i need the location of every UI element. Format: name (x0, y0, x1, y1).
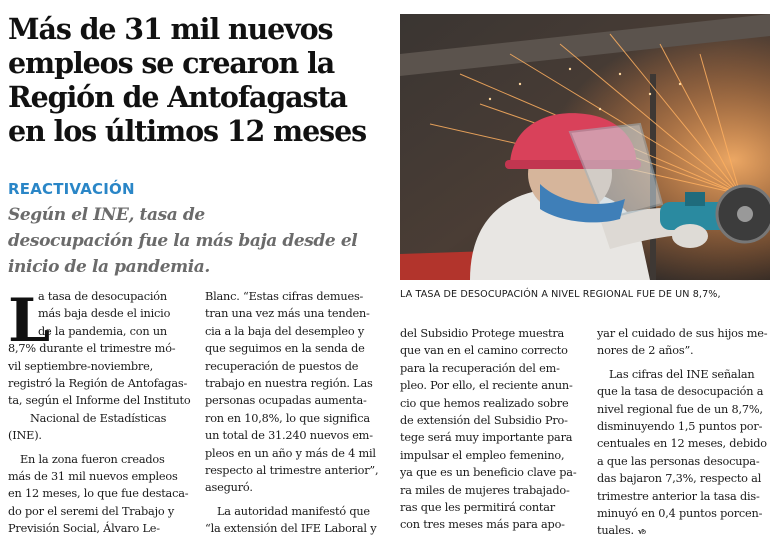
body-column-3 (400, 325, 578, 534)
body-column-1 (8, 288, 191, 537)
text-line: que van en el camino correcto (400, 344, 568, 358)
text-line: impulsar el empleo femenino, (400, 448, 565, 462)
text-line: trabajo en nuestra región. Las (205, 376, 373, 390)
drop-cap: L (8, 286, 51, 356)
text-line: ras que les permitirá contar (400, 500, 555, 514)
text-line: pleo. Por ello, el reciente anun- (400, 379, 573, 393)
text-line: 8,7% durante el trimestre mó- (8, 342, 176, 356)
text-line: para la recuperación del em- (400, 361, 560, 375)
text-line: minuyó en 0,4 puntos porcen- (597, 506, 763, 520)
text-line: de extensión del Subsidio Pro- (400, 413, 568, 427)
section-kicker: REACTIVACIÓN (8, 180, 135, 198)
text-line: respecto al trimestre anterior”, (205, 463, 379, 477)
text-line: pleos en un año y más de 4 mil (205, 446, 376, 460)
text-line: ya que es un beneficio clave pa- (400, 466, 577, 480)
headline (8, 12, 388, 148)
end-mark-icon: ᏹ (637, 524, 646, 538)
text-line: un total de 31.240 nuevos em- (205, 429, 373, 443)
text-line: “la extensión del IFE Laboral y (205, 522, 377, 536)
text-line: tege será muy importante para (400, 431, 573, 445)
text-line: (INE). (8, 429, 42, 443)
text-line: aseguró. (205, 481, 253, 495)
text-line: en 12 meses, lo que fue destaca- (8, 487, 189, 501)
body-column-2 (205, 288, 383, 537)
text-line: personas ocupadas aumenta- (205, 394, 367, 408)
text-line: ra miles de mujeres trabajado- (400, 483, 570, 497)
text-line: cia a la baja del desempleo y (205, 324, 365, 338)
text-line: que seguimos en la senda de (205, 342, 365, 356)
text-line: a tasa de desocupación (38, 290, 167, 303)
text-line: nivel regional fue de un 8,7%, (597, 402, 763, 416)
welder-photo-illustration (400, 14, 770, 280)
text-line: La autoridad manifestó que (217, 504, 370, 518)
text-line: más baja desde el inicio (38, 307, 171, 321)
news-photo (400, 14, 770, 280)
deck-line-3: inicio de la pandemia. (8, 257, 210, 277)
body-column-4 (597, 325, 775, 540)
headline-line: Región de Antofagasta (8, 80, 347, 114)
headline-line: empleos se crearon la (8, 46, 335, 80)
text-line: nores de 2 años”. (597, 344, 694, 358)
text-line: yar el cuidado de sus hijos me- (597, 327, 768, 340)
deck-line-2: desocupación fue la más baja desde el (8, 231, 358, 251)
deck-line (8, 176, 393, 228)
text-line-last: tuales. (597, 524, 634, 538)
text-line: recuperación de puestos de (205, 359, 359, 373)
text-line: En la zona fueron creados (20, 452, 165, 466)
text-line: a que las personas desocupa- (597, 454, 760, 468)
text-line: ron en 10,8%, lo que significa (205, 411, 370, 425)
text-line: das bajaron 7,3%, respecto al (597, 472, 762, 486)
text-line: de la pandemia, con un (38, 324, 167, 338)
text-line (597, 522, 775, 539)
text-line: Blanc. “Estas cifras demues- (205, 290, 364, 303)
text-line: disminuyendo 1,5 puntos por- (597, 419, 763, 433)
text-line: centuales en 12 meses, debido (597, 437, 767, 451)
text-line: Previsión Social, Álvaro Le- (8, 522, 160, 536)
text-line: más de 31 mil nuevos empleos (8, 469, 178, 483)
headline-line: Más de 31 mil nuevos (8, 12, 333, 46)
text-line: del Subsidio Protege muestra (400, 327, 565, 340)
text-line: Las cifras del INE señalan (609, 367, 755, 381)
deck (8, 176, 393, 280)
text-line: vil septiembre-noviembre, (8, 359, 153, 373)
text-line: Nacional de Estadísticas (30, 411, 167, 425)
text-line: registró la Región de Antofagas- (8, 376, 188, 390)
text-line: tran una vez más una tenden- (205, 307, 370, 321)
text-line: que la tasa de desocupación a (597, 385, 764, 399)
photo-caption: LA TASA DE DESOCUPACIÓN A NIVEL REGIONAL FUE DE UN 8,7%, (400, 289, 721, 300)
deck-line-1: Según el INE, tasa de (8, 205, 205, 225)
text-line: ta, según el Informe del Instituto (8, 394, 191, 408)
text-line: do por el seremi del Trabajo y (8, 504, 175, 518)
text-line: trimestre anterior la tasa dis- (597, 489, 760, 503)
headline-line: en los últimos 12 meses (8, 114, 367, 148)
text-line: cio que hemos realizado sobre (400, 396, 569, 410)
text-line: con tres meses más para apo- (400, 518, 565, 532)
